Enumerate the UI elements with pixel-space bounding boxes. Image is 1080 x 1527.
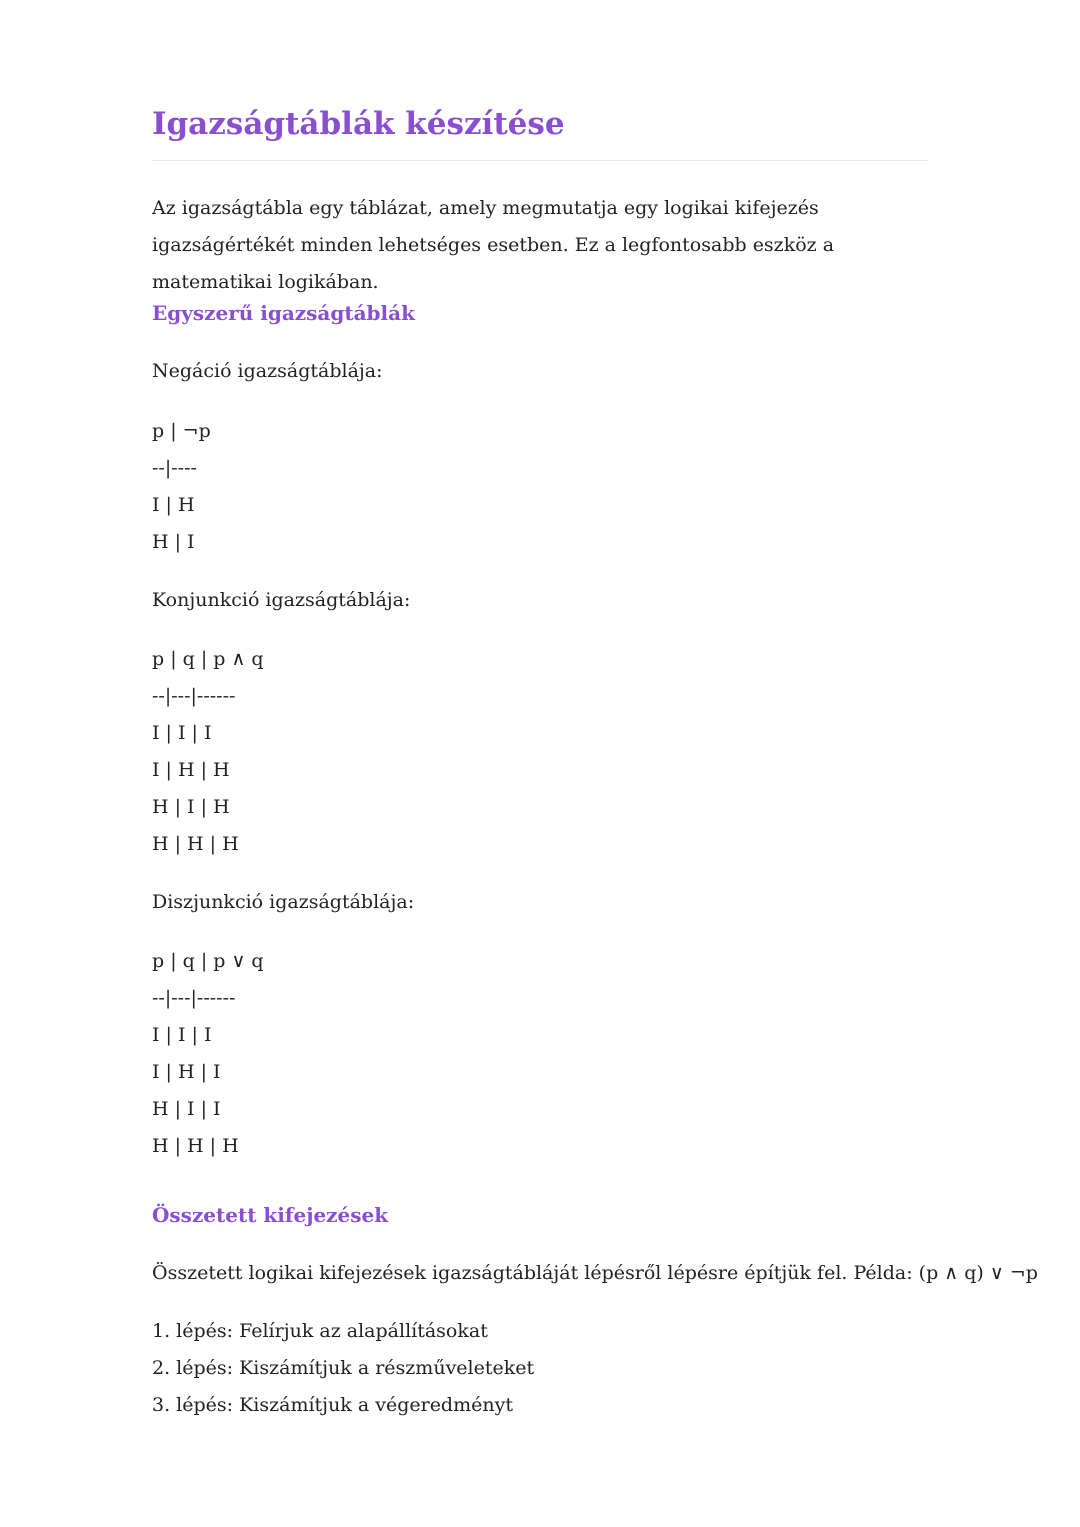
table-line: H | I | H xyxy=(152,796,230,818)
section-heading-compound-expressions: Összetett kifejezések xyxy=(152,1203,389,1227)
step-item: 3. lépés: Kiszámítjuk a végeredményt xyxy=(152,1394,513,1416)
table-line: I | H | I xyxy=(152,1061,221,1083)
table-line: --|---|------ xyxy=(152,987,236,1009)
table-line: I | H | H xyxy=(152,759,230,781)
conjunction-label: Konjunkció igazságtáblája: xyxy=(152,589,411,611)
section-heading-simple-tables: Egyszerű igazságtáblák xyxy=(152,301,415,325)
negation-label: Negáció igazságtáblája: xyxy=(152,360,383,382)
table-line: --|---|------ xyxy=(152,685,236,707)
table-line: I | I | I xyxy=(152,722,212,744)
table-line: --|---- xyxy=(152,457,197,479)
table-line: p | ¬p xyxy=(152,420,211,442)
intro-paragraph: Az igazságtábla egy táblázat, amely megmutatja egy logikai kifejezés igazságértékét minden lehetséges esetben. Ez a legfontosabb eszköz a matematikai logikában. xyxy=(152,197,835,293)
step-item: 2. lépés: Kiszámítjuk a részműveleteket xyxy=(152,1357,535,1379)
table-line: H | H | H xyxy=(152,833,239,855)
table-line: I | I | I xyxy=(152,1024,212,1046)
page-title: Igazságtáblák készítése xyxy=(152,106,565,142)
table-line: H | I xyxy=(152,531,195,553)
table-line: p | q | p ∨ q xyxy=(152,950,264,972)
conjunction-truth-table xyxy=(152,641,264,863)
steps-list xyxy=(152,1313,534,1424)
disjunction-label: Diszjunkció igazságtáblája: xyxy=(152,891,415,913)
table-line: H | I | I xyxy=(152,1098,221,1120)
disjunction-truth-table xyxy=(152,943,264,1165)
negation-truth-table xyxy=(152,413,211,561)
table-line: I | H xyxy=(152,494,195,516)
compound-paragraph: Összetett logikai kifejezések igazságtábláját lépésről lépésre építjük fel. Példa: (p ∧ q) ∨ ¬p xyxy=(152,1262,1038,1284)
table-line: H | H | H xyxy=(152,1135,239,1157)
step-item: 1. lépés: Felírjuk az alapállításokat xyxy=(152,1320,488,1342)
table-line: p | q | p ∧ q xyxy=(152,648,264,670)
title-divider xyxy=(152,160,928,161)
